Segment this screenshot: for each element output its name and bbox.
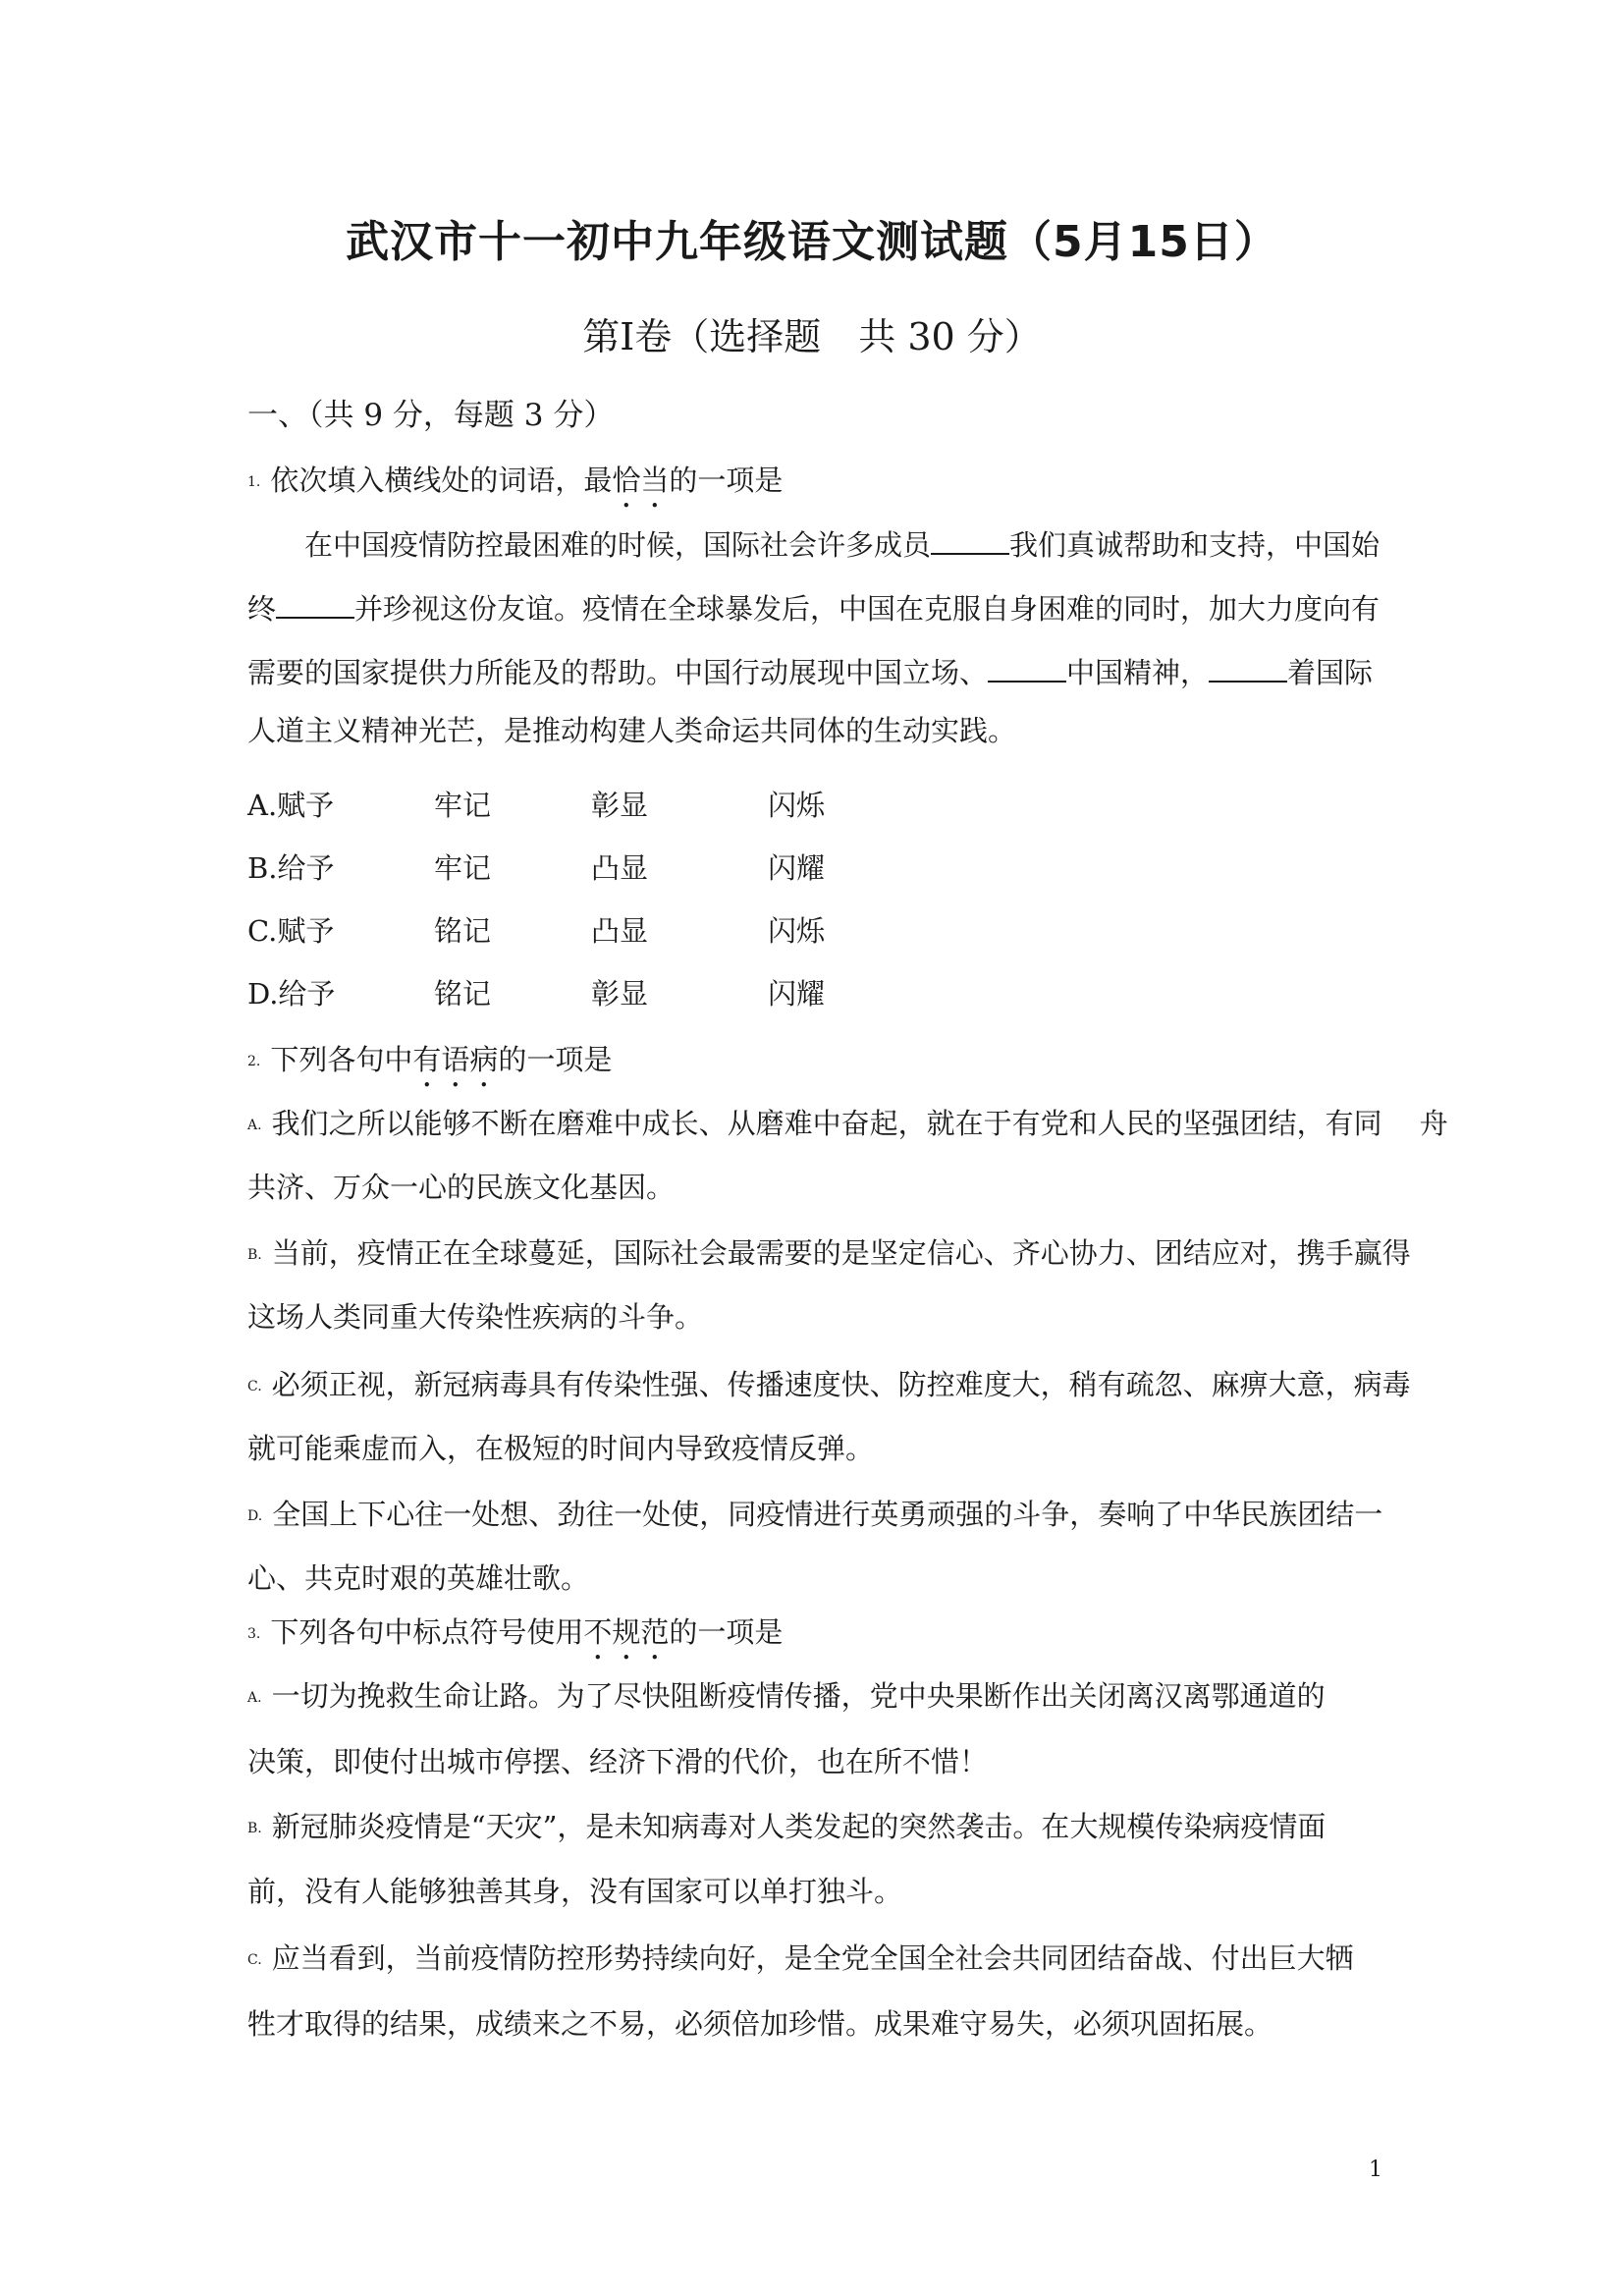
question-number: 1. bbox=[247, 474, 261, 490]
q3-option-b-cont: 前，没有人能够独善其身，没有国家可以单打独斗。 bbox=[247, 1875, 903, 1908]
page-number: 1 bbox=[1369, 2158, 1382, 2182]
option-word: 闪烁 bbox=[768, 914, 826, 948]
q2-option-a bbox=[247, 1107, 1448, 1140]
option-word: 彰显 bbox=[591, 789, 649, 822]
stem-text: 的一项是 bbox=[669, 464, 784, 497]
option-word: 彰显 bbox=[591, 977, 649, 1011]
option-word: 铭记 bbox=[434, 977, 492, 1011]
passage-text: 终 bbox=[247, 592, 277, 626]
option-label: A.赋予 bbox=[247, 789, 335, 822]
option-label: B. bbox=[247, 1821, 262, 1836]
option-text: 我们之所以能够不断在磨难中成长、从磨难中奋起，就在于有党和人民的坚强团结，有同 舟 bbox=[271, 1107, 1448, 1140]
option-text: 新冠肺炎疫情是“天灾”，是未知病毒对人类发起的突然袭击。在大规模传染病疫情面 bbox=[271, 1810, 1326, 1843]
q2-option-d bbox=[247, 1498, 1383, 1531]
stem-text: 的一项是 bbox=[669, 1615, 784, 1649]
fill-blank bbox=[931, 525, 1009, 555]
question-3-stem bbox=[247, 1615, 783, 1667]
passage-text: 需要的国家提供力所能及的帮助。中国行动展现中国立场、 bbox=[247, 656, 989, 689]
q3-option-c bbox=[247, 1941, 1354, 1975]
passage-line bbox=[304, 525, 1380, 560]
passage-line bbox=[247, 653, 1373, 687]
passage-text: 着国际 bbox=[1287, 656, 1374, 689]
stem-emphasis: 不规范 bbox=[583, 1615, 670, 1649]
passage-text: 我们真诚帮助和支持，中国始 bbox=[1009, 528, 1380, 562]
option-text: 必须正视，新冠病毒具有传染性强、传播速度快、防控难度大，稍有疏忽、麻痹大意，病毒 bbox=[271, 1368, 1411, 1401]
option-label: C. bbox=[247, 1952, 262, 1968]
option-text: 全国上下心往一处想、劲往一处使，同疫情进行英勇顽强的斗争，奏响了中华民族团结一 bbox=[272, 1498, 1383, 1531]
option-word: 牢记 bbox=[434, 851, 492, 885]
question-1-stem bbox=[247, 464, 783, 515]
option-word: 闪烁 bbox=[768, 789, 826, 822]
q3-option-c-cont: 牲才取得的结果，成绩来之不易，必须倍加珍惜。成果难守易失，必须巩固拓展。 bbox=[247, 2007, 1273, 2041]
question-number: 2. bbox=[247, 1054, 261, 1069]
passage-line bbox=[247, 589, 1380, 624]
option-text: 应当看到，当前疫情防控形势持续向好，是全党全国全社会共同团结奋战、付出巨大牺 bbox=[271, 1941, 1354, 1975]
section-heading: 一、（共 9 分，每题 3 分） bbox=[247, 398, 615, 433]
q2-option-c-cont: 就可能乘虚而入，在极短的时间内导致疫情反弹。 bbox=[247, 1432, 875, 1465]
option-text: 当前，疫情正在全球蔓延，国际社会最需要的是坚定信心、齐心协力、团结应对，携手赢得 bbox=[271, 1236, 1411, 1270]
question-2-stem bbox=[247, 1043, 612, 1094]
question-number: 3. bbox=[247, 1626, 261, 1642]
option-word: 牢记 bbox=[434, 789, 492, 822]
q2-option-d-cont: 心、共克时艰的英雄壮歌。 bbox=[247, 1561, 590, 1595]
q3-option-b bbox=[247, 1810, 1326, 1843]
passage-text: 并珍视这份友谊。疫情在全球暴发后，中国在克服自身困难的同时，加大力度向有 bbox=[354, 592, 1380, 626]
option-label: D.给予 bbox=[247, 977, 336, 1011]
stem-text: 的一项是 bbox=[498, 1043, 613, 1076]
fill-blank bbox=[988, 653, 1066, 683]
option-label: A. bbox=[247, 1690, 262, 1706]
stem-text: 下列各句中标点符号使用 bbox=[270, 1615, 584, 1649]
option-word: 铭记 bbox=[434, 914, 492, 948]
option-label: B. bbox=[247, 1247, 262, 1263]
option-label: C.赋予 bbox=[247, 914, 335, 948]
q2-option-b bbox=[247, 1236, 1411, 1270]
passage-line: 人道主义精神光芒，是推动构建人类命运共同体的生动实践。 bbox=[247, 714, 1017, 747]
q2-option-a-cont: 共济、万众一心的民族文化基因。 bbox=[247, 1171, 676, 1204]
fill-blank bbox=[276, 589, 354, 619]
stem-text: 下列各句中 bbox=[270, 1043, 413, 1076]
passage-text: 中国精神， bbox=[1066, 656, 1210, 689]
q2-option-b-cont: 这场人类同重大传染性疾病的斗争。 bbox=[247, 1300, 704, 1334]
option-word: 闪耀 bbox=[768, 851, 826, 885]
stem-text: 依次填入横线处的词语，最 bbox=[270, 464, 613, 497]
option-text: 一切为挽救生命让路。为了尽快阻断疫情传播，党中央果断作出关闭离汉离鄂通道的 bbox=[271, 1679, 1326, 1713]
option-label: A. bbox=[247, 1118, 262, 1133]
stem-emphasis: 有语病 bbox=[412, 1043, 499, 1076]
q3-option-a bbox=[247, 1679, 1326, 1713]
option-word: 凸显 bbox=[591, 851, 649, 885]
option-label: C. bbox=[247, 1379, 262, 1394]
page-title: 武汉市十一初中九年级语文测试题（5月15日） bbox=[346, 217, 1278, 267]
part-title: 第Ⅰ卷（选择题 共 30 分） bbox=[582, 315, 1042, 358]
stem-emphasis: 恰当 bbox=[612, 464, 670, 497]
option-word: 闪耀 bbox=[768, 977, 826, 1011]
q3-option-a-cont: 决策，即使付出城市停摆、经济下滑的代价，也在所不惜！ bbox=[247, 1745, 989, 1778]
fill-blank bbox=[1209, 653, 1287, 683]
option-label: B.给予 bbox=[247, 851, 335, 885]
passage-text: 在中国疫情防控最困难的时候，国际社会许多成员 bbox=[304, 528, 932, 562]
q2-option-c bbox=[247, 1368, 1411, 1401]
option-label: D. bbox=[247, 1508, 263, 1524]
option-word: 凸显 bbox=[591, 914, 649, 948]
